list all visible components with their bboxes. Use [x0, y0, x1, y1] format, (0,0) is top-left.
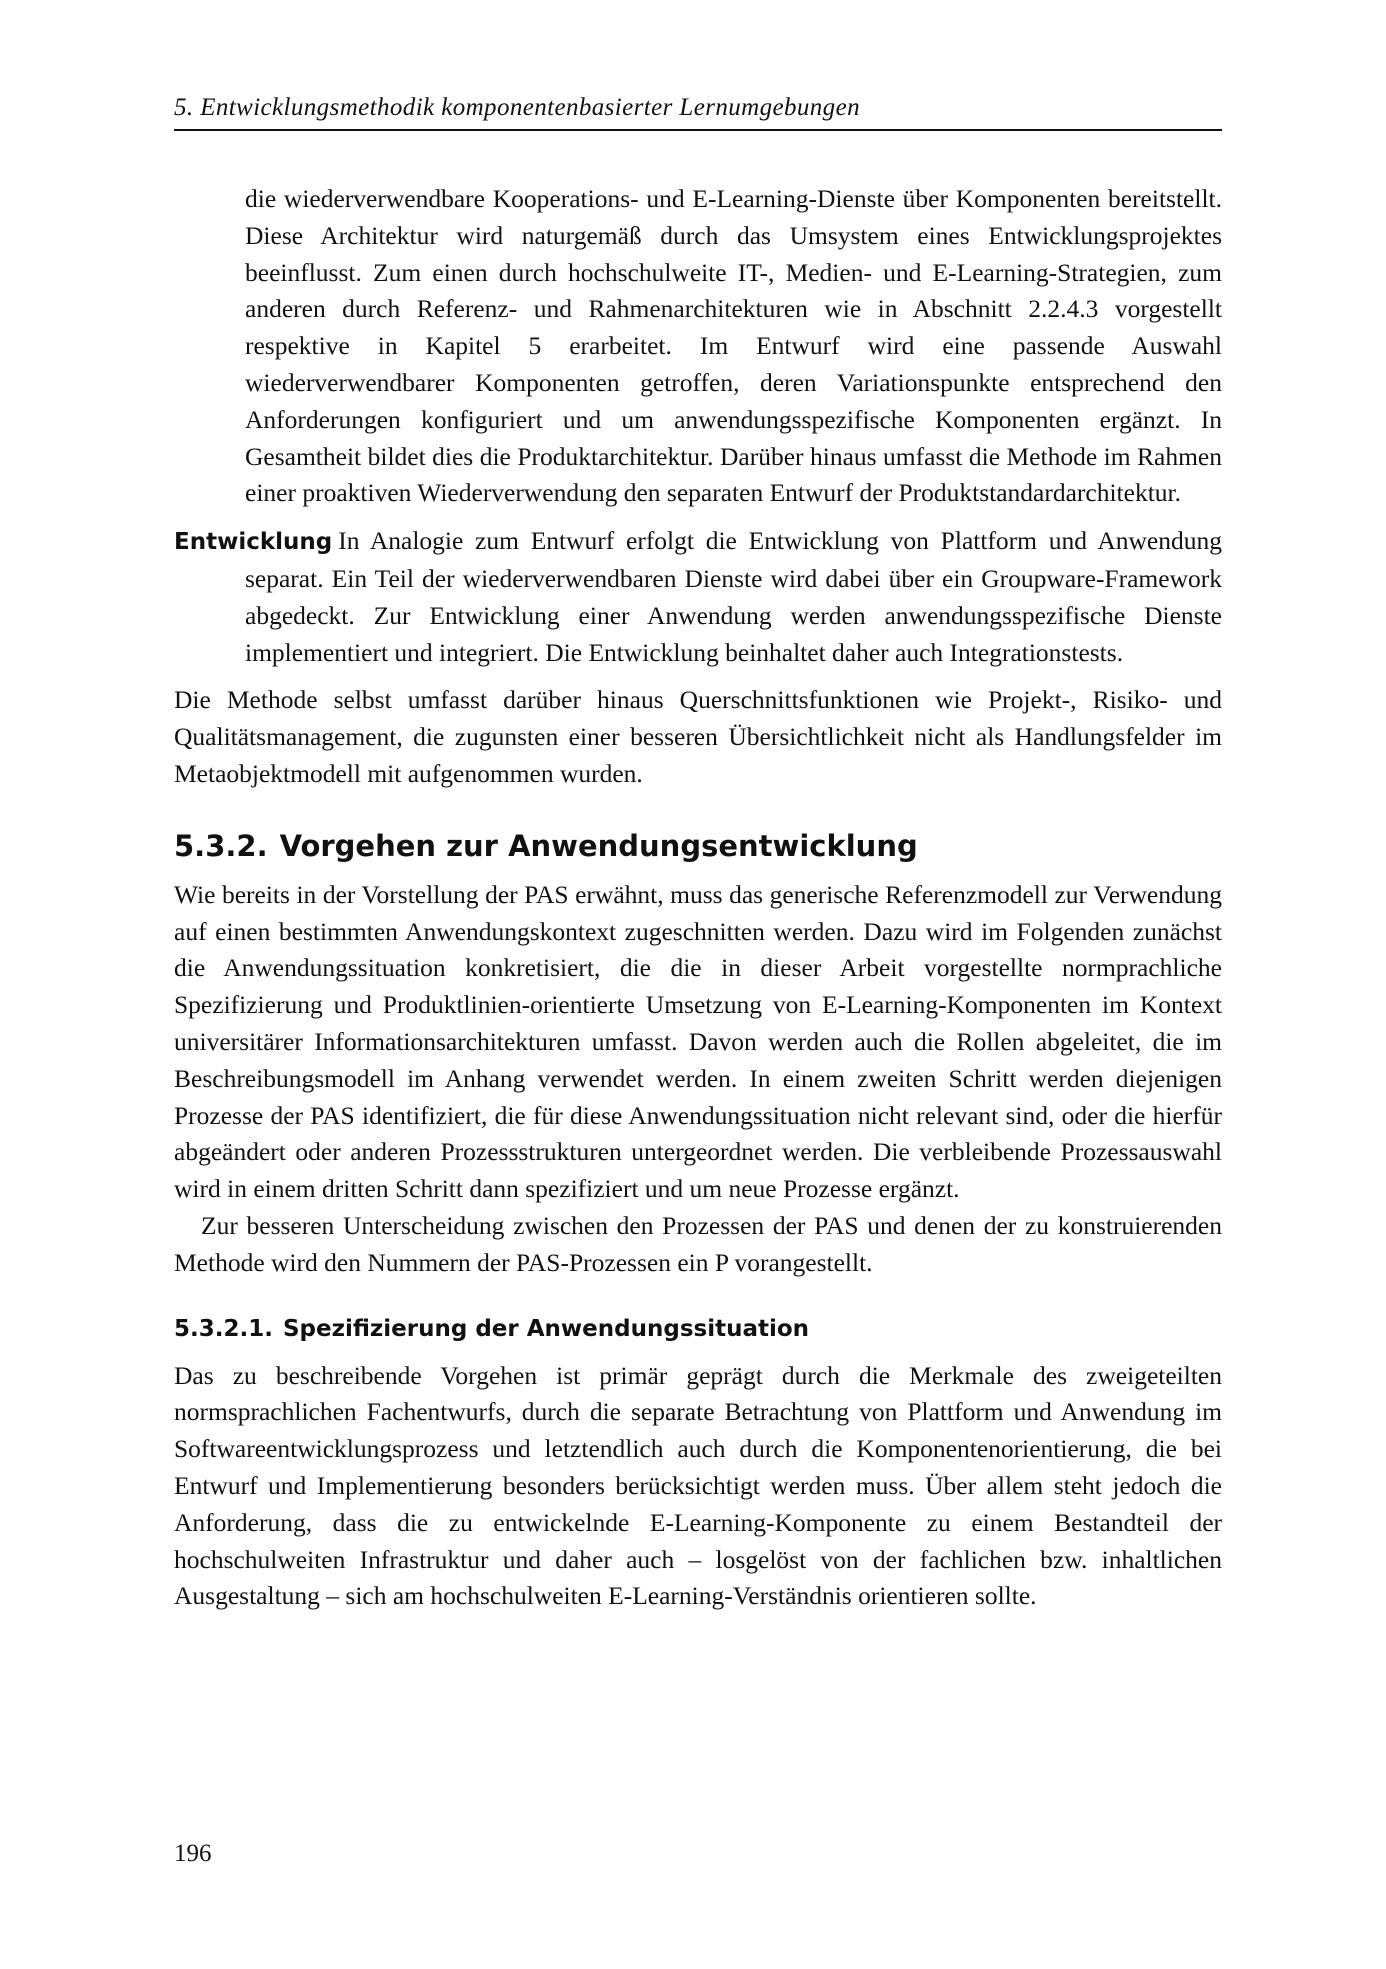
- body-text: [174, 181, 1222, 1615]
- section-paragraph-1: Wie bereits in der Vorstellung der PAS erwähnt, muss das generische Referenzmodell zur Verwendung auf einen bestimmten Anwendungskontext zugeschnitten werden. Dazu wird im Folgenden zunächst die Anwendungssituation konkretisiert, die die in dieser Arbeit vorgestellte normprachliche Spezifizierung und Produktlinien-orientierte Umsetzung von E-Learning-Komponenten im Kontext universitärer Informationsarchitekturen umfasst. Davon werden auch die Rollen abgeleitet, die im Beschreibungsmodell im Anhang verwendet werden. In einem zweiten Schritt werden diejenigen Prozesse der PAS identifiziert, die für diese Anwendungssituation nicht relevant sind, oder die hierfür abgeändert oder anderen Prozessstrukturen untergeordnet werden. Die verbleibende Prozessauswahl wird in einem dritten Schritt dann spezifiziert und um neue Prozesse ergänzt.: [174, 879, 1222, 1204]
- definition-term: Entwicklung: [174, 529, 333, 556]
- section-heading: [174, 827, 1222, 865]
- section-title: Vorgehen zur Anwendungsentwicklung: [279, 828, 918, 863]
- subsection-heading: [174, 1312, 1222, 1346]
- section-number: 5.3.2.: [174, 828, 268, 863]
- running-header: 5. Entwicklungsmethodik komponentenbasierter Lernumgebungen: [174, 94, 860, 121]
- page-number: 196: [174, 1840, 212, 1867]
- summary-paragraph: Die Methode selbst umfasst darüber hinaus Querschnittsfunktionen wie Projekt-, Risiko- und Qualitätsmanagement, die zugunsten einer besseren Übersichtlichkeit nicht als Handlungsfelder im Metaobjektmodell mit aufgenommen wurden.: [174, 685, 1222, 788]
- subsection-paragraph: Das zu beschreibende Vorgehen ist primär geprägt durch die Merkmale des zweigeteilten normsprachlichen Fachentwurfs, durch die separate Betrachtung von Plattform und Anwendung im Softwareentwicklungsprozess und letztendlich auch durch die Komponentenorientierung, die bei Entwurf und Implementierung besonders berücksichtigt werden muss. Über allem steht jedoch die Anforderung, dass die zu entwickelnde E-Learning-Komponente zu einem Bestandteil der hochschulweiten Infrastruktur und daher auch – losgelöst von der fachlichen bzw. inhaltlichen Ausgestaltung – sich am hochschulweiten E-Learning-Verständnis orientieren sollte.: [174, 1360, 1222, 1611]
- continued-paragraph: die wiederverwendbare Kooperations- und E-Learning-Dienste über Komponenten bereitstellt. Diese Architektur wird naturgemäß durch das Umsystem eines Entwicklungsprojektes beeinflusst. Zum einen durch hochschulweite IT-, Medien- und E-Learning-Strategien, zum anderen durch Referenz- und Rahmenarchitekturen wie in Abschnitt 2.2.4.3 vorgestellt respektive in Kapitel 5 erarbeitet. Im Entwurf wird eine passende Auswahl wiederverwendbarer Komponenten getroffen, deren Variationspunkte entsprechend den Anforderungen konfiguriert und um anwendungsspezifische Komponenten ergänzt. In Gesamtheit bildet dies die Produktarchitektur. Darüber hinaus umfasst die Methode im Rahmen einer proaktiven Wiederverwendung den separaten Entwurf der Produktstandardarchitektur.: [245, 184, 1222, 508]
- header-rule: [174, 129, 1222, 131]
- definition-text: In Analogie zum Entwurf erfolgt die Entwicklung von Plattform und Anwendung separat. Ein Teil der wiederverwendbaren Dienste wird dabei über ein Groupware-Framework abgedeckt. Zur Entwicklung einer Anwendung werden anwendungsspezifische Dienste implementiert und integriert. Die Entwicklung beinhaltet daher auch Integrationstests.: [245, 526, 1222, 667]
- subsection-number: 5.3.2.1.: [174, 1315, 273, 1342]
- subsection-title: Spezifizierung der Anwendungssituation: [282, 1315, 810, 1342]
- definition-item-entwicklung: [174, 523, 1222, 671]
- section-paragraph-2: Zur besseren Unterscheidung zwischen den Prozessen der PAS und denen der zu konstruierenden Methode wird den Nummern der PAS-Prozessen ein P vorangestellt.: [174, 1210, 1222, 1277]
